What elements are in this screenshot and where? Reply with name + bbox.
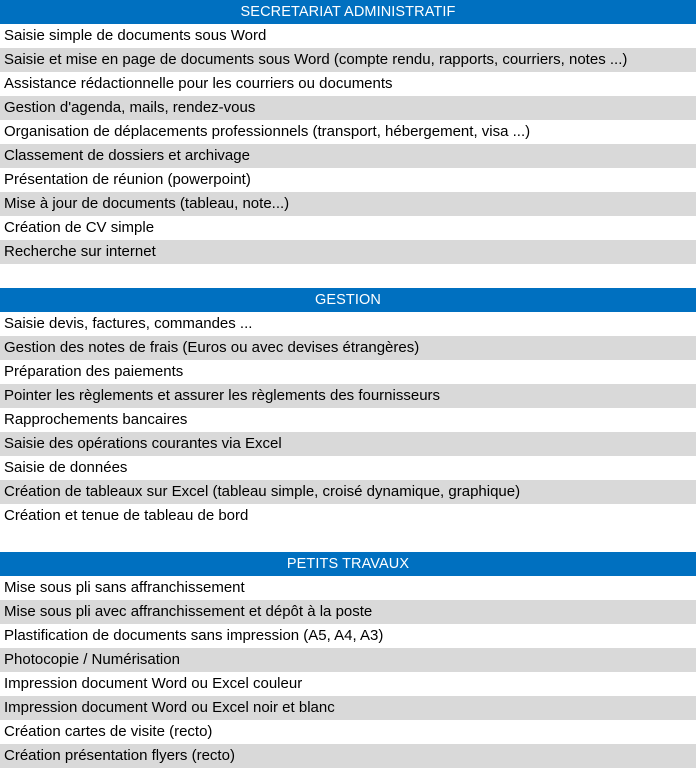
list-item: Saisie devis, factures, commandes ... (0, 312, 696, 336)
list-item: Gestion d'agenda, mails, rendez-vous (0, 96, 696, 120)
section-header-gestion: GESTION (0, 288, 696, 312)
list-item: Création de tableaux sur Excel (tableau simple, croisé dynamique, graphique) (0, 480, 696, 504)
list-item: Plastification de documents sans impression (A5, A4, A3) (0, 624, 696, 648)
list-item: Pointer les règlements et assurer les règlements des fournisseurs (0, 384, 696, 408)
list-item: Impression document Word ou Excel couleur (0, 672, 696, 696)
section-header-petits-travaux: PETITS TRAVAUX (0, 552, 696, 576)
list-item: Création de CV simple (0, 216, 696, 240)
list-item: Création présentation flyers (recto) (0, 744, 696, 768)
section-gestion (0, 288, 696, 528)
list-item: Saisie des opérations courantes via Excel (0, 432, 696, 456)
section-header-secretariat: SECRETARIAT ADMINISTRATIF (0, 0, 696, 24)
list-item: Recherche sur internet (0, 240, 696, 264)
list-item: Création et tenue de tableau de bord (0, 504, 696, 528)
list-item: Impression document Word ou Excel noir et blanc (0, 696, 696, 720)
section-secretariat (0, 0, 696, 264)
list-item: Rapprochements bancaires (0, 408, 696, 432)
list-item: Classement de dossiers et archivage (0, 144, 696, 168)
list-item: Saisie et mise en page de documents sous Word (compte rendu, rapports, courriers, notes ...) (0, 48, 696, 72)
list-item: Gestion des notes de frais (Euros ou avec devises étrangères) (0, 336, 696, 360)
list-item: Saisie de données (0, 456, 696, 480)
list-item: Mise sous pli avec affranchissement et dépôt à la poste (0, 600, 696, 624)
list-item: Photocopie / Numérisation (0, 648, 696, 672)
section-petits-travaux (0, 552, 696, 768)
list-item: Présentation de réunion (powerpoint) (0, 168, 696, 192)
list-item: Assistance rédactionnelle pour les courriers ou documents (0, 72, 696, 96)
list-item: Préparation des paiements (0, 360, 696, 384)
list-item: Mise sous pli sans affranchissement (0, 576, 696, 600)
list-item: Organisation de déplacements professionnels (transport, hébergement, visa ...) (0, 120, 696, 144)
list-item: Saisie simple de documents sous Word (0, 24, 696, 48)
list-item: Mise à jour de documents (tableau, note...) (0, 192, 696, 216)
list-item: Création cartes de visite (recto) (0, 720, 696, 744)
